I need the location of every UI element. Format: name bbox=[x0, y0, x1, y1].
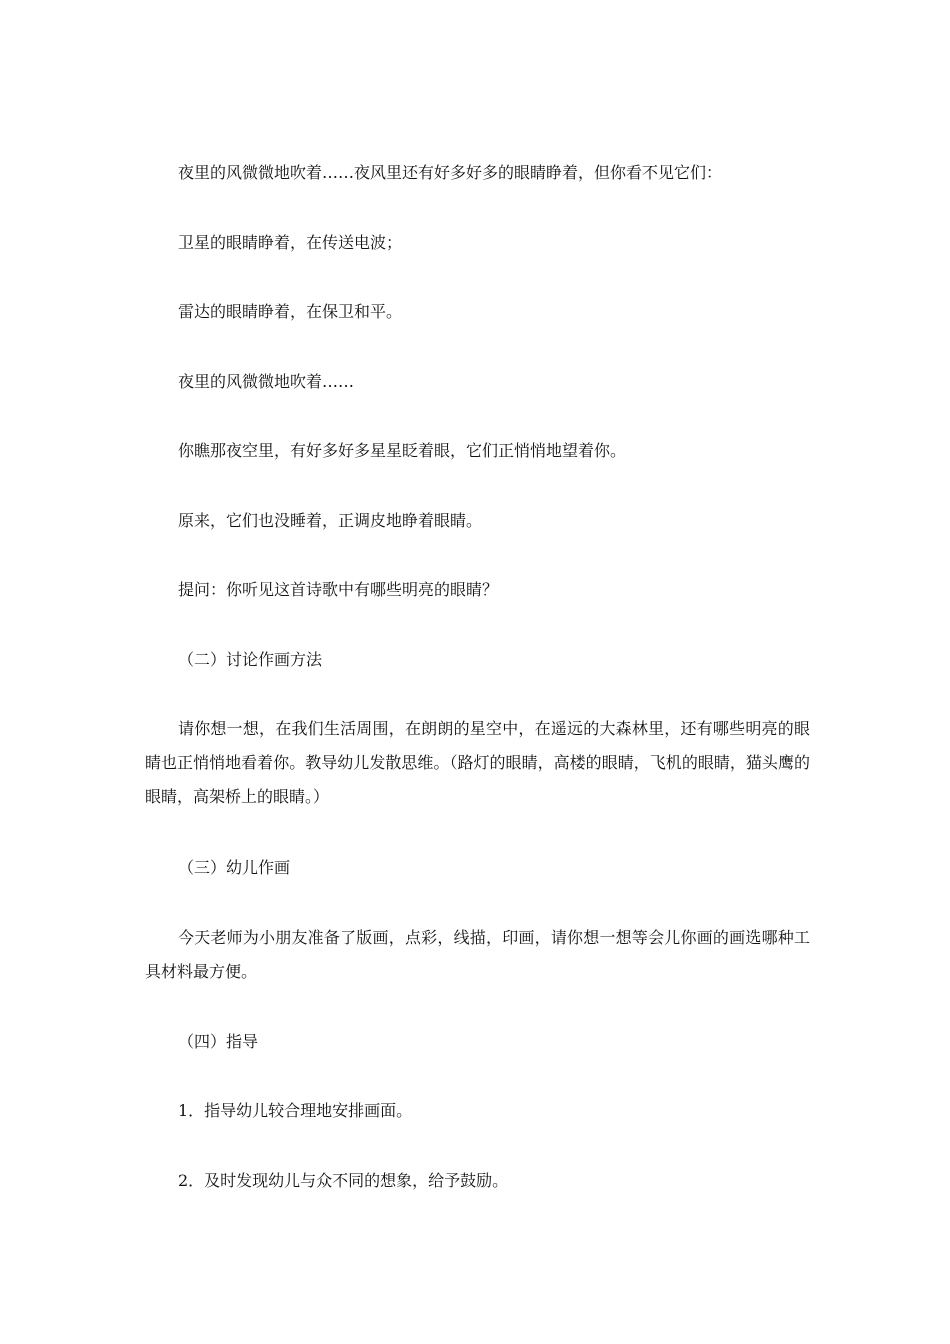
guide-item: 2．及时发现幼儿与众不同的想象，给予鼓励。 bbox=[178, 1171, 509, 1190]
poem-line: 你瞧那夜空里，有好多好多星星眨着眼，它们正悄悄地望着你。 bbox=[178, 441, 627, 460]
poem-line: 夜里的风微微地吹着……夜风里还有好多好多的眼睛睁着，但你看不见它们： bbox=[178, 163, 723, 182]
section-heading-discussion: （二）讨论作画方法 bbox=[178, 650, 323, 669]
guide-item: 1．指导幼儿较合理地安排画面。 bbox=[178, 1101, 413, 1120]
poem-line: 雷达的眼睛睁着，在保卫和平。 bbox=[178, 302, 403, 321]
section-heading-guidance: （四）指导 bbox=[178, 1032, 259, 1051]
section-body-drawing: 今天老师为小朋友准备了版画，点彩，线描，印画，请你想一想等会儿你画的画选哪种工具材料最方便。 bbox=[145, 928, 810, 981]
section-body-discussion: 请你想一想，在我们生活周围，在朗朗的星空中，在遥远的大森林里，还有哪些明亮的眼睛也正悄悄地看着你。教导幼儿发散思维。（路灯的眼睛，高楼的眼睛，飞机的眼睛，猫头鹰的眼睛，高架桥上的眼睛。） bbox=[145, 719, 810, 806]
poem-line: 原来，它们也没睡着，正调皮地睁着眼睛。 bbox=[178, 511, 483, 530]
poem-line: 夜里的风微微地吹着…… bbox=[178, 372, 355, 391]
question-line: 提问：你听见这首诗歌中有哪些明亮的眼睛？ bbox=[178, 580, 499, 599]
section-heading-drawing: （三）幼儿作画 bbox=[178, 858, 291, 877]
poem-line: 卫星的眼睛睁着，在传送电波； bbox=[178, 233, 403, 252]
